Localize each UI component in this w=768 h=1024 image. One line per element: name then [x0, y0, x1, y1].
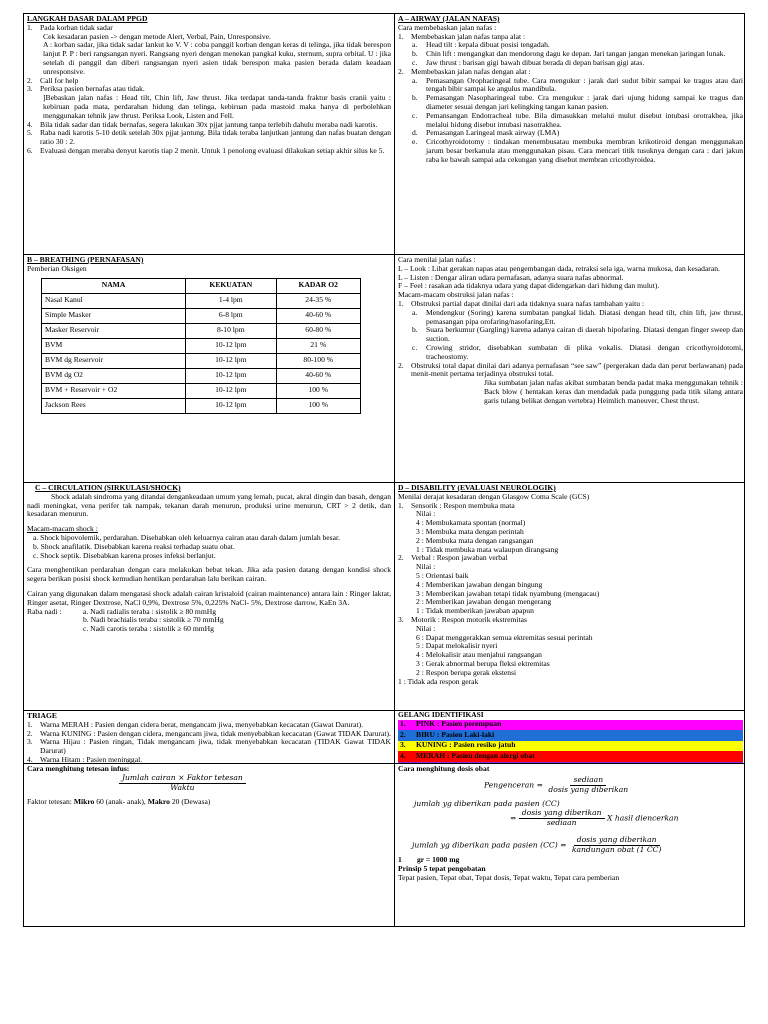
gcs-value: Nilai : — [416, 562, 436, 572]
step-3: Periksa pasien bernafas atau tidak. — [40, 84, 145, 94]
wristband-section — [395, 711, 746, 763]
choking-text: Jika sumbatan jalan nafas akibat sumbatan benda padat maka menggunakan tehnik : Back blow ( hentakan keras dan mendadak pada punggung pada titik silang antara garis tulang belikat dengan vertebra) Heimlich maneuver, Chest thrust. — [484, 378, 743, 405]
table-cell: BVM dg Reservoir — [42, 353, 186, 368]
table-cell: BVM + Reservoir + O2 — [42, 383, 186, 398]
table-cell: 24-35 % — [276, 293, 360, 308]
principle-text: Tepat pasien, Tepat obat, Tepat dosis, Tepat waktu, Tepat cara pemberian — [398, 872, 620, 882]
circulation-section — [24, 483, 394, 710]
airway-item: Pemansangan Endotracheal tube. Bila dimasukkan melalui mulut disebut intubasi orotrakhea, jika melalui hidung disebut intubasi nasotrakhea. — [426, 110, 743, 129]
table-cell: 10-12 lpm — [186, 368, 276, 383]
listen-text: L – Listen : Dengar aliran udara pernafasan, adanya suara nafas abnormal. — [398, 272, 624, 282]
pulse-item: c. Nadi carotis teraba : sistolik ≥ 60 mmHg — [83, 624, 214, 634]
table-cell: 100 % — [276, 398, 360, 413]
table-cell: 40-60 % — [276, 368, 360, 383]
airway-item: Pemasangan Oropharingeal tube. Cara mengukur : jarak dari sudut bibir sampai ke tragus atau dari tengah bibir sampai ke angulus mandibula. — [426, 75, 743, 94]
table-cell: Simple Masker — [42, 308, 186, 323]
gcs-value: 3 : Gerak abnormal berupa fleksi ektremitas — [416, 658, 550, 668]
table-row — [42, 293, 361, 308]
airway-item: Head tilt : kepala dibuat posisi tengadah. — [426, 40, 550, 50]
airway-group-1: Membebaskan jalan nafas tanpa alat : — [411, 31, 526, 41]
table-cell: BVM dg O2 — [42, 368, 186, 383]
obstruction-item: Mendengkur (Soring) karena sumbatan pangkal lidah. Diatasi dengan head tilt, chin lift, jaw thrust, pemasangan pipa orofaring/nasofaring,Ett. — [426, 307, 743, 326]
triage-item: Warna KUNING : Pasien dengan cidera, mengancam jiwa, tidak menyebabkan kecacatan (Gawat TIDAK Darurat). — [40, 728, 391, 738]
wristband-label: BIRU : Pasien Laki-laki — [416, 729, 495, 739]
pulse-label: Raba nadi : — [27, 606, 62, 616]
gcs-value: 5 : Dapat melokalisir nyeri — [416, 641, 498, 651]
airway-item: Pemasangan Nasopharingeal tube. Cra mengukur : jarak dari ujung hidung sampai ke tragus dan diameter sesuai dengan jari kelingking tangan kanan pasien. — [426, 93, 743, 111]
airway-section: A – AIRWAY (JALAN NAFAS) Cara membebaskan jalan nafas : 1. Membebaskan jalan nafas tanpa alat : a. Head tilt : kepala dibuat posisi tengadah. b. Chin lift : mengangkat dan mendorong dagu ke depan. Jari tangan jangan menekan jaringan lunak. c. Jaw thrust : barisan gigi bawah dibuat berada di depan barisan gigi atas. 2. Membebaskan jalan nafas dengan alat : a. Pemasangan Oropharingeal tube. Cara mengukur : jarak dari sudut bibir sampai ke tragus atau dari tengah bibir sampai ke angulus mandibula. b. Pemasangan Nasopharingeal tube. Cra mengukur : jarak dari ujung hidung sampai ke tragus dan diameter sesuai dengan jari kelingking tangan kanan pasien. c. Pemansangan Endotracheal tube. Bila dimasukkan melalui mulut disebut intubasi orotrakhea, jika melalui hidung disebut intubasi nasotrakhea. d. Pemasangan Laringeal mask airway (LMA) e. Cricothyroidotomy : tindakan menembusatau membuka membran krikotiroid dengan menggunakan jarum besar berkanula atau menggunakan pisau. Cara mencari titik tusuknya dengan cara : dari jakun raba ke bawah sampai ada cekungan yang disebut membran cricothyroidea. — [398, 14, 743, 164]
gcs-value: 2 : Respon berupa gerak ekstensi — [416, 667, 517, 677]
table-cell: Masker Reservoir — [42, 323, 186, 338]
triage-item: Warna Hitam : Pasien meninggal. — [40, 754, 143, 763]
dosage-section — [395, 764, 746, 928]
drip-factor: Faktor tetesan: Mikro 60 (anak- anak), Makro 20 (Dewasa) — [27, 797, 211, 807]
section-title: A – AIRWAY (JALAN NAFAS) — [398, 14, 500, 23]
section-title: C – CIRCULATION (SIRKULASI/SHOCK) — [35, 483, 181, 492]
step-1-detail: Cek kesadaran pasien -> dengan metode Alert, Verbal, Pain, Unresponsive. — [43, 31, 271, 41]
table-cell: 6-8 lpm — [186, 308, 276, 323]
table-cell: 40-60 % — [276, 308, 360, 323]
airway-intro: Cara membebaskan jalan nafas : — [398, 22, 497, 32]
gcs-verbal: Verbal : Respon jawaban verbal — [411, 553, 508, 563]
content-formula: jumlah yg diberikan pada pasien (CC) = $\frac{\text{dosis yang diberikan}}{\text{kandungan obat (1 CC)}}$ — [412, 834, 662, 854]
gcs-value: 3 : Membuka mata dengan perintah — [416, 526, 524, 536]
gram-conversion: 1 gr = 1000 mg — [398, 855, 460, 865]
wristband-item — [398, 762, 743, 763]
table-row — [42, 323, 361, 338]
fluid-text: Cairan yang digunakan dalam mengatasi shock adalah cairan kristaloid (cairan maintenance) antara lain : Ringer laktat, Ringer asetat, Ringer Dextrose, NaCl 0,9%, Dextrose 5%, 0,225% NaCl- 5%, Dextrose darrow, KaEn 3A. — [27, 588, 391, 607]
airway-assessment-section: Cara menilai jalan nafas : L – Look : Lihat gerakan napas atau pengembangan dada, retraksi sela iga, warna mukosa, dan kesadaran. L – Listen : Dengar aliran udara pernafasan, adanya suara nafas abnormal. F – Feel : rasakan ada tidaknya udara yang dapat didengarkan dari hidung dan mulut). Macam-macam obstruksi jalan nafas : 1. Obstruksi partial dapat dinilai dari ada tidaknya suara nafas tambahan yaitu : a. Mendengkur (Soring) karena sumbatan pangkal lidah. Diatasi dengan head tilt, chin lift, jaw thrust, pemasangan pipa orofaring/nasofaring,Ett. b. Suara berkumur (Gargling) karena adanya cairan di daerah hipofaring. Diatasi dengan finger sweep dan suction. c. Crowing stridor, disebabkan sumbatan di plika vokalis. Diatasi dengan cricothyroidotomi, tracheostomy. 2. Obstruksi total dapat dinilai dari adanya pernafasan “see saw” (pergerakan dada dan perut berlawanan) pada menit-menit pertama terjadinya obstruksi total. Jika sumbatan jalan nafas akibat sumbatan benda padat maka menggunakan tehnik : Back blow ( hentakan keras dan mendadak pada punggung pada titik silang antara garis tulang belikat dengan vertebra) Heimlich maneuver, Chest thrust. — [398, 255, 743, 405]
amount-formula-lhs: jumlah yg diberikan pada pasien (CC) — [414, 799, 560, 809]
shock-type: c. Shock septik. Disebabkan karena proses infeksi berlanjut. — [33, 550, 216, 560]
section-title: D – DISABILITY (EVALUASI NEUROLOGIK) — [398, 483, 556, 492]
table-row — [42, 353, 361, 368]
airway-item: Jaw thrust : barisan gigi bawah dibuat berada di depan barisan gigi atas. — [426, 57, 645, 67]
section-title: LANGKAH DASAR DALAM PPGD — [27, 14, 148, 23]
gcs-value: Nilai : — [416, 623, 436, 633]
drip-formula — [119, 774, 246, 793]
assessment-intro: Cara menilai jalan nafas : — [398, 255, 476, 264]
step-3-detail: ]Bebaskan jalan nafas : Head tilt, Chin lift, Jaw thrust. Jika terdapat tanda-tanda fraktur basis cranii yaitu : kebiruan pada mata, perdarahan hidung dan telinga, kebiruan pada mastoid maka hanya di perbolehkan menggunakan tehnik jaw thrust. Periksa Look, Listen and Fell. — [43, 93, 391, 120]
gcs-value: 5 : Orientasi baik — [416, 570, 469, 580]
table-cell: 1-4 lpm — [186, 293, 276, 308]
step-1: Pada korban tidak sadar — [40, 22, 113, 32]
shock-type: a. Shock hipovolemik, perdarahan. Disebabkan oleh keluarnya cairan atau darah dalam jumlah besar. — [33, 532, 341, 542]
step-4: Bila tidak sadar dan tidak bernafas, segera lakukan 30x pjjat jantung tanpa terlebih dahulu meraba nadi karotis. — [40, 119, 378, 129]
wristband-item: 1. PINK : Pasien perempuan — [398, 720, 743, 731]
gcs-motor: Motorik : Respon motorik ekstremitas — [411, 614, 528, 624]
table-cell: 10-12 lpm — [186, 338, 276, 353]
table-cell: 10-12 lpm — [186, 353, 276, 368]
pulse-item: b. Nadi brachialis teraba : sistolik ≥ 70 mmHg — [83, 615, 224, 625]
obstruction-item: Suara berkumur (Gargling) karena adanya cairan di daerah hipofaring. Diatasi dengan finger sweep dan suction. — [426, 325, 743, 344]
gcs-value: 1 : Tidak ada respon gerak — [398, 676, 479, 686]
table-cell: 80-100 % — [276, 353, 360, 368]
step-6: Evaluasi dengan meraba denyut karotis tiap 2 menit. Untuk 1 penolong evaluasi dilakukan setiap akhir silus ke 5. — [40, 145, 385, 155]
section-title: B – BREATHING (PERNAFASAN) — [27, 255, 144, 264]
table-cell: 60-80 % — [276, 323, 360, 338]
triage-item: Warna MERAH : Pasien dengan cidera berat, mengancam jiwa, menyebabkan kecacatan (Gawat Darurat). — [40, 719, 364, 729]
table-cell: 100 % — [276, 383, 360, 398]
step-2: Call for help — [40, 75, 79, 85]
shock-definition: Shock adalah sindroma yang ditandai dengankeadaan umum yang lemah, pucat, akral dingin dan basah, dengan nadi meningkat, vena perifer tak nampak, tekanan darah menurun, produksi urine menurun, CRT > 2 detik, dan kesadaran menurun. — [27, 491, 391, 519]
table-row — [42, 368, 361, 383]
obstruction-title: Macam-macam obstruksi jalan nafas : — [398, 290, 514, 300]
wristband-label: PINK : Pasien perempuan — [416, 719, 502, 729]
table-cell: Nasal Kanul — [42, 293, 186, 308]
formula-numerator: Jumlah cairan × Faktor tetesan — [119, 774, 246, 784]
gcs-value: 1 : Tidak memberikan jawaban apapun — [416, 606, 534, 616]
table-cell: 10-12 lpm — [186, 383, 276, 398]
table-row — [42, 308, 361, 323]
wristband-list — [398, 720, 743, 763]
wristband-item: 2. BIRU : Pasien Laki-laki — [398, 730, 743, 741]
feel-text: F – Feel : rasakan ada tidaknya udara yang dapat didengarkan dari hidung dan mulut). — [398, 281, 660, 291]
section-title: TRIAGE — [27, 711, 57, 720]
airway-item: Cricothyroidotomy : tindakan menembusatau membuka membran krikotiroid dengan menggunakan jarum besar berkanula atau menggunakan pisau. Cara mencari titik tusuknya dengan cara : dari jakun raba ke bawah sampai ada cekungan yang disebut membran cricothyroidea. — [426, 137, 743, 164]
gcs-value: 2 : Membuka mata dengan rangsangan — [416, 535, 534, 545]
table-cell: Jackson Rees — [42, 398, 186, 413]
section-title: GELANG IDENTIFIKASI — [398, 711, 484, 719]
look-text: L – Look : Lihat gerakan napas atau pengembangan dada, retraksi sela iga, warna mukosa, dan kesadaran. — [398, 263, 720, 273]
infusion-section — [24, 764, 394, 928]
obstruction-total: Obstruksi total dapat dinilai dari adanya pernafasan “see saw” (pergerakan dada dan perut berlawanan) pada menit-menit pertama terjadinya obstruksi total. — [411, 360, 743, 379]
table-row — [42, 398, 361, 413]
shock-type: b. Shock anafilatik. Disebabkan karena reaksi terhadap suatu obat. — [33, 541, 235, 551]
basic-steps-section: LANGKAH DASAR DALAM PPGD 1. Pada korban tidak sadar Cek kesadaran pasien -> dengan metode Alert, Verbal, Pain, Unresponsive. A : korban sadar, jika tidak sadar lankut ke V. V : coba panggil korban dengan keras di telinga, jika tidak berespon lanjut P. P : beri rangsangan nyeri. Rangsang nyeri dengan menekan pangkal kuku, sternum, supra orbital. U : jika setelah di panggil dan diberi rangsangan nyeri asien tidak berespon maka pasien berada dalam keadaan unresponsive. 2. Call for help 3. Periksa pasien bernafas atau tidak. ]Bebaskan jalan nafas : Head tilt, Chin lift, Jaw thrust. Jika terdapat tanda-tanda fraktur basis cranii yaitu : kebiruan pada mata, perdarahan hidung dan telinga, kebiruan pada mastoid maka hanya di perbolehkan menggunakan tehnik jaw thrust. Periksa Look, Listen and Fell. 4. Bila tidak sadar dan tidak bernafas, segera lakukan 30x pjjat jantung tanpa terlebih dahulu meraba nadi karotis. 5. Raba nadi karotis 5-10 detik setelah 30x pjjat jantung. Bila tidak teraba lanjutkan jantung dan nafas buatan dengan ratio 30 : 2. 6. Evaluasi dengan meraba denyut karotis tiap 2 menit. Untuk 1 penolong evaluasi dilakukan setiap akhir silus ke 5. — [27, 14, 391, 155]
bleeding-text: Cara menghentikan perdarahan dengan cara melakukan bebat tekan. Jika ada pasien datang dengan kondisi shock segera berikan posisi shock kemudian hentikan perdarahan lalu berikan cairan. — [27, 565, 391, 584]
avpu-text: A : korban sadar, jika tidak sadar lankut ke V. V : coba panggil korban dengan keras di telinga, jika tidak berespon lanjut P. P : beri rangsangan nyeri. Rangsang nyeri dengan menekan pangkal kuku, sternum, supra orbital. U : jika setelah di panggil dan diberi rangsangan nyeri asien tidak berespon maka pasien berada dalam keadaan unresponsive. — [43, 40, 391, 76]
dilution-formula: Pengenceran = $\frac{\text{sediaan}}{\text{dosis yang diberikan}}$ — [484, 774, 629, 794]
gcs-intro: Menilai derajat kesadaran dengan Glasgow Coma Scale (GCS) — [398, 491, 590, 501]
triage-item: Warna Hijau : Pasien ringan, Tidak mengancam jiwa, tidak menyebabkan kecacatan (TIDAK Gawat TIDAK Darurat) — [40, 737, 391, 756]
airway-item: Chin lift : mengangkat dan mendorong dagu ke depan. Jari tangan jangan menekan jaringan lunak. — [426, 49, 726, 59]
reference-sheet — [23, 13, 745, 927]
table-row — [42, 383, 361, 398]
section-title: Cara menghitung dosis obat — [398, 764, 490, 773]
gcs-value: 6 : Dapat menggerakkan semua ektremitas sesuai perintah — [416, 632, 593, 642]
airway-item: Pemasangan Laringeal mask airway (LMA) — [426, 128, 560, 138]
wristband-label: KUNING : Pasien resiko jatuh — [416, 740, 516, 750]
gcs-value: Nilai : — [416, 509, 436, 519]
gcs-value: 4 : Melokalisir atau menjahui rangsangan — [416, 650, 542, 660]
column-header: KEKUATAN — [186, 278, 276, 293]
table-cell: 8-10 lpm — [186, 323, 276, 338]
wristband-item: 4. MERAH : Pasien dengan alergi obat — [398, 751, 743, 762]
wristband-item: 3. KUNING : Pasien resiko jatuh — [398, 741, 743, 752]
wristband-label: MERAH : Pasien dengan alergi obat — [416, 750, 535, 760]
obstruction-partial: Obstruksi partial dapat dinilai dari ada tidaknya suara nafas tambahan yaitu : — [411, 298, 645, 308]
obstruction-item: Crowing stridor, disebabkan sumbatan di plika vokalis. Diatasi dengan cricothyroidotomi, tracheostomy. — [426, 342, 743, 361]
column-header: NAMA — [42, 278, 186, 293]
breathing-subtitle: Pemberian Oksigen — [27, 263, 87, 273]
step-5: Raba nadi karotis 5-10 detik setelah 30x pjjat jantung. Bila tidak teraba lanjutkan jantung dan nafas buatan dengan ratio 30 : 2. — [40, 128, 391, 147]
wristband-label — [416, 762, 558, 763]
table-cell: 21 % — [276, 338, 360, 353]
amount-formula: = $\frac{\text{dosis yang diberikan}}{\text{sediaan}}$ X hasil diencerkan — [510, 808, 679, 827]
section-title: Cara menghitung tetesan infus: — [27, 764, 130, 773]
gcs-value: 4 : Membukamata spontan (normal) — [416, 518, 526, 528]
triage-section: TRIAGE 1. Warna MERAH : Pasien dengan cidera berat, mengancam jiwa, menyebabkan kecacatan (Gawat Darurat). 2. Warna KUNING : Pasien dengan cidera, mengancam jiwa, tidak menyebabkan kecacatan (Gawat TIDAK Darurat). 3. Warna Hijau : Pasien ringan, Tidak mengancam jiwa, tidak menyebabkan kecacatan (TIDAK Gawat TIDAK Darurat) 4. Warna Hitam : Pasien meninggal. — [27, 711, 391, 763]
gcs-value: 4 : Memberikan jawaban dengan bingung — [416, 579, 543, 589]
disability-section: D – DISABILITY (EVALUASI NEUROLOGIK) Menilai derajat kesadaran dengan Glasgow Coma Scale (GCS) 1. Sensorik : Respon membuka mata Nilai : 4 : Membukamata spontan (normal) 3 : Membuka mata dengan perintah 2 : Membuka mata dengan rangsangan 1 : Tidak membuka mata walaupun dirangsang 2. Verbal : Respon jawaban verbal Nilai : 5 : Orientasi baik 4 : Memberikan jawaban dengan bingung 3 : Memberikan jawaban tetapi tidak nyambung (mengacau) 2 : Memberikan jawaban dengan mengerang 1 : Tidak memberikan jawaban apapun 3. Motorik : Respon motorik ekstremitas Nilai : 6 : Dapat menggerakkan semua ektremitas sesuai perintah 5 : Dapat melokalisir nyeri 4 : Melokalisir atau menjahui rangsangan 3 : Gerak abnormal berupa fleksi ektremitas 2 : Respon berupa gerak ekstensi 1 : Tidak ada respon gerak — [395, 483, 746, 710]
shock-types-title: Macam-macam shock : — [27, 524, 98, 534]
principle-title: Prinsip 5 tepat pengobatan — [398, 864, 486, 874]
table-header-row — [42, 278, 361, 293]
table-row — [42, 338, 361, 353]
formula-denominator: Waktu — [170, 782, 195, 792]
table-cell: 10-12 lpm — [186, 398, 276, 413]
column-header: KADAR O2 — [276, 278, 360, 293]
oxygen-table — [41, 278, 361, 414]
gcs-value: 1 : Tidak membuka mata walaupun dirangsang — [416, 544, 559, 554]
breathing-section — [24, 255, 394, 482]
airway-group-2: Membebaskan jalan nafas dengan alat : — [411, 66, 531, 76]
gcs-value: 2 : Memberikan jawaban dengan mengerang — [416, 597, 552, 607]
gcs-eye: Sensorik : Respon membuka mata — [411, 500, 515, 510]
table-cell: BVM — [42, 338, 186, 353]
pulse-item: a. Nadi radialis teraba : sistolik ≥ 80 mmHg — [83, 606, 217, 616]
gcs-value: 3 : Memberikan jawaban tetapi tidak nyambung (mengacau) — [416, 588, 600, 598]
